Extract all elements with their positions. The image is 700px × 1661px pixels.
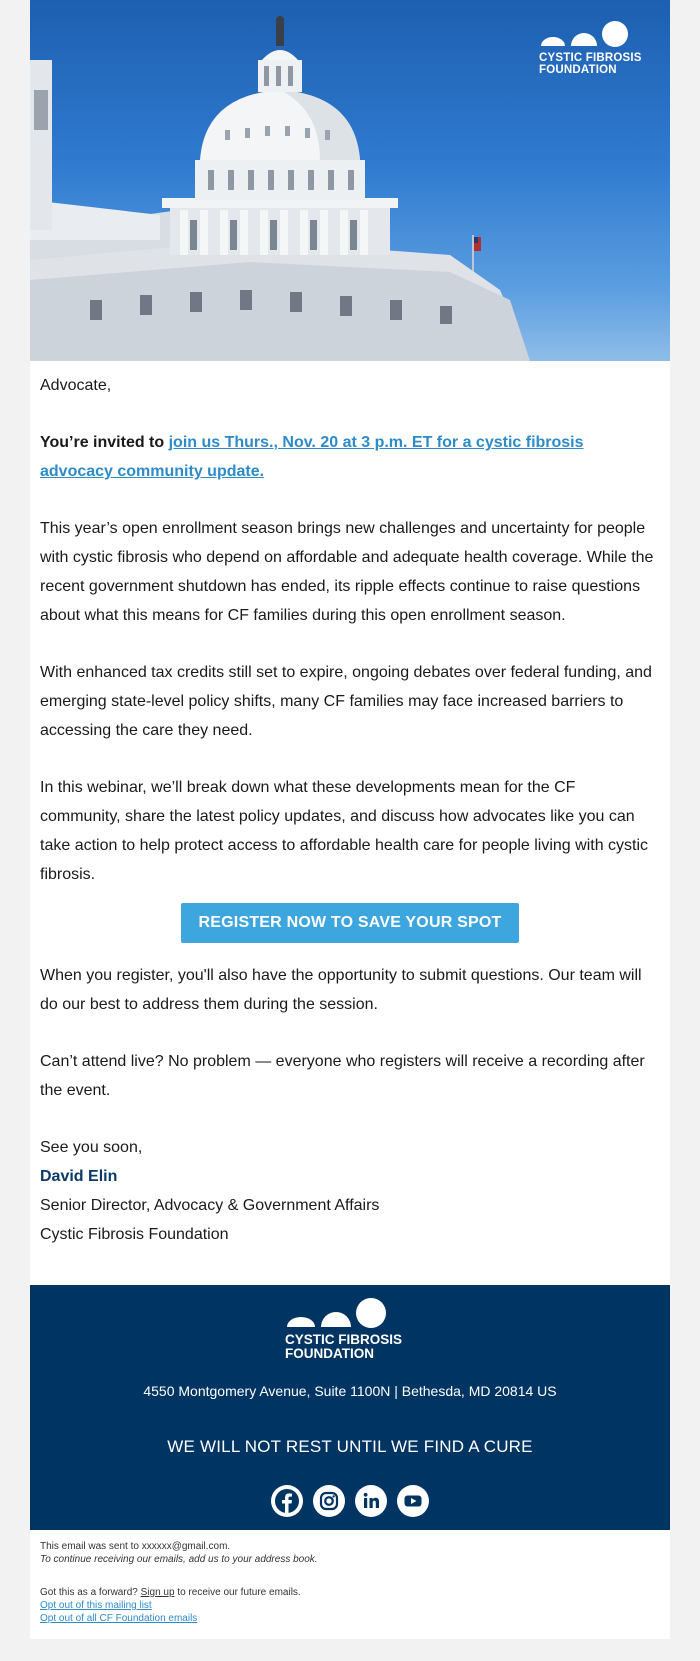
address-book-text: To continue receiving our emails, add us to your address book. bbox=[40, 1554, 318, 1565]
signature bbox=[40, 1133, 660, 1285]
email-container bbox=[30, 0, 670, 1639]
paragraph-enrollment: This year’s open enrollment season brings new challenges and uncertainty for people with cystic fibrosis who depend on affordable and adequate health coverage. While the recent government shutdown has ended, its ripple effects continue to raise questions about what this means for CF families during this open enrollment season. bbox=[40, 520, 654, 624]
paragraph-recording: Can’t attend live? No problem — everyone who registers will receive a recording after the event. bbox=[40, 1053, 645, 1099]
facebook-icon[interactable] bbox=[271, 1485, 303, 1517]
legal-footer bbox=[30, 1530, 670, 1639]
cff-logo[interactable] bbox=[539, 20, 654, 76]
footer-logo-circles-icon bbox=[285, 1297, 389, 1331]
greeting: Advocate, bbox=[40, 377, 112, 394]
forward-tail: to receive our future emails. bbox=[177, 1587, 301, 1598]
social-links bbox=[30, 1485, 670, 1517]
logo-line2: FOUNDATION bbox=[539, 64, 617, 76]
email-body bbox=[30, 361, 670, 1285]
cta-container bbox=[40, 903, 660, 943]
logo-line1: CYSTIC FIBROSIS bbox=[539, 52, 642, 64]
paragraph-tax-credits: With enhanced tax credits still set to expire, ongoing debates over federal funding, and emerging state-level policy shifts, many CF families may face increased barriers to accessing the care they need. bbox=[40, 664, 652, 739]
register-button[interactable]: REGISTER NOW TO SAVE YOUR SPOT bbox=[181, 903, 520, 943]
optout-list-link[interactable]: Opt out of this mailing list bbox=[40, 1600, 152, 1611]
footer bbox=[30, 1285, 670, 1530]
logo-circles-icon bbox=[539, 20, 634, 50]
signup-link[interactable]: Sign up bbox=[140, 1587, 175, 1598]
hero-image bbox=[30, 0, 670, 361]
paragraph-webinar: In this webinar, we’ll break down what these developments mean for the CF community, share the latest policy updates, and discuss how advocates like you can take action to help protect access to affordable health care for people living with cystic fibrosis. bbox=[40, 779, 649, 883]
footer-address: 4550 Montgomery Avenue, Suite 1100N | Bethesda, MD 20814 US bbox=[143, 1383, 557, 1399]
signature-org: Cystic Fibrosis Foundation bbox=[40, 1226, 229, 1243]
footer-logo[interactable] bbox=[285, 1297, 415, 1361]
instagram-icon[interactable] bbox=[313, 1485, 345, 1517]
webinar-link[interactable]: join us Thurs., Nov. 20 at 3 p.m. ET for a cystic fibrosis advocacy community update. bbox=[40, 434, 584, 480]
signature-closing: See you soon, bbox=[40, 1139, 143, 1156]
signature-title: Senior Director, Advocacy & Government Affairs bbox=[40, 1197, 380, 1214]
invite-lead: You’re invited to bbox=[40, 434, 165, 451]
forward-lead: Got this as a forward? bbox=[40, 1587, 138, 1598]
footer-motto: WE WILL NOT REST UNTIL WE FIND A CURE bbox=[167, 1437, 533, 1456]
optout-all-link[interactable]: Opt out of all CF Foundation emails bbox=[40, 1613, 198, 1624]
signature-name: David Elin bbox=[40, 1168, 118, 1185]
paragraph-questions: When you register, you'll also have the opportunity to submit questions. Our team will do our best to address them during the session. bbox=[40, 967, 642, 1013]
footer-logo-line1: CYSTIC FIBROSIS bbox=[285, 1332, 403, 1347]
forward-text bbox=[40, 1586, 660, 1599]
youtube-icon[interactable] bbox=[397, 1485, 429, 1517]
invite-paragraph bbox=[40, 428, 660, 486]
sent-to-text: This email was sent to xxxxxx@gmail.com. bbox=[40, 1541, 231, 1552]
linkedin-icon[interactable] bbox=[355, 1485, 387, 1517]
footer-logo-line2: FOUNDATION bbox=[285, 1346, 374, 1361]
